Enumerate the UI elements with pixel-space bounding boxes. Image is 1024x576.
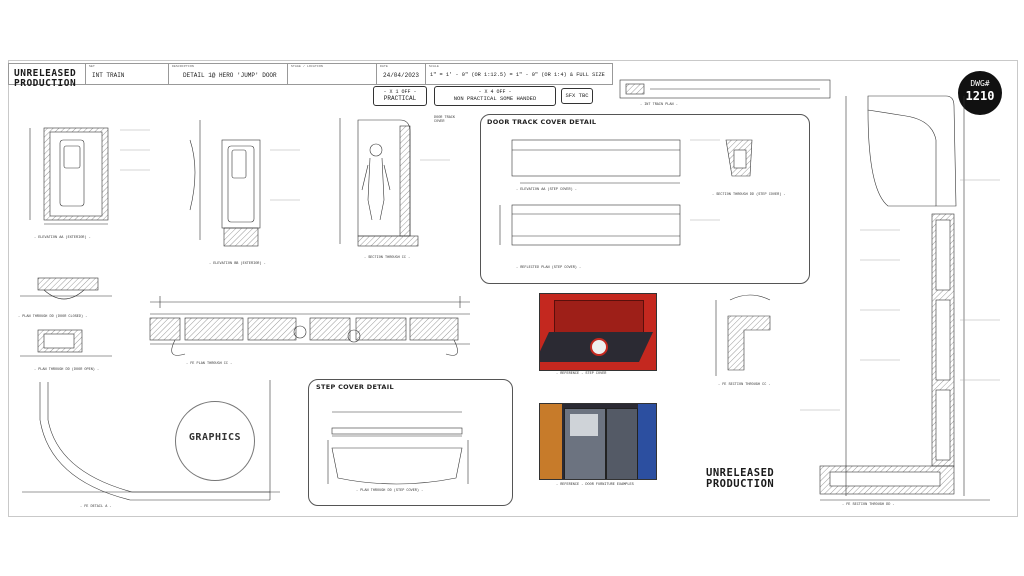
production-name: UNRELEASED PRODUCTION [14,68,77,89]
graphics-label: GRAPHICS [188,432,242,443]
production-name-bottom: UNRELEASED PRODUCTION [706,467,775,491]
plan-dd-closed-drawing [20,278,112,299]
caption-ref-step-cover: - REFERENCE - STEP COVER [556,372,607,376]
caption-ref-door-furniture: - REFERENCE - DOOR FURNITURE EXAMPLES [556,483,634,487]
caption-section-dd-step: - SECTION THROUGH DD (STEP COVER) - [712,193,786,197]
caption-int-train-plan: - INT TRAIN PLAN - [640,103,678,107]
set-value: INT TRAIN [92,72,125,79]
drawing-number: 1210 [965,89,995,103]
caption-fe-section-cc: - FE SECTION THROUGH CC - [718,383,771,387]
elevation-bb-drawing [190,120,260,246]
non-practical-label: NON PRACTICAL SOME HANDED [453,95,537,102]
caption-reflected-plan: - REFLECTED PLAN (STEP COVER) - [516,266,582,270]
fe-detail-a-drawing [22,380,280,500]
door-track-drawings [500,140,752,245]
caption-door-track-cover: DOOR TRACK COVER [434,116,456,124]
fe-plan-cc-drawing [150,296,470,355]
caption-elevation-aa: - ELEVATION AA (EXTERIOR) - [34,236,91,240]
practical-qty: - X 1 OFF - [383,89,417,95]
fe-section-cc-drawing [716,295,770,376]
sfx-label: SFX TBC [565,92,589,99]
caption-fe-detail-a: - FE DETAIL A - [80,505,112,509]
stage-caption: STAGE / LOCATION [291,65,324,68]
section-through-dd-drawing [820,96,990,500]
plan-dd-open-drawing [20,330,112,356]
set-caption: SET [89,65,96,68]
caption-elev-aa-step: - ELEVATION AA (STEP COVER) - [516,188,577,192]
section-cc-drawing [340,118,418,246]
caption-elevation-bb: - ELEVATION BB (EXTERIOR) - [209,262,266,266]
practical-label: PRACTICAL [383,95,417,102]
drawing-number-label: DWG# [970,79,990,88]
caption-section-through-dd: - FE SECTION THROUGH DD - [842,503,895,507]
step-cover-drawings [328,412,468,484]
date-caption: DATE [380,65,389,68]
scale-caption: SCALE [429,65,440,68]
non-practical-qty: - X 4 OFF - [478,89,512,95]
step-cover-title: STEP COVER DETAIL [316,383,394,391]
scale-value: 1" = 1' - 0" (OR 1:12.5) = 1" - 0" (OR 1:4) & FULL SIZE [430,72,605,78]
caption-plan-dd-open: - PLAN THROUGH DD (DOOR OPEN) - [34,368,100,372]
elevation-aa-drawing [30,128,108,224]
description-caption: DESCRIPTION [172,65,195,68]
date-value: 24/04/2023 [383,72,420,79]
description-value: DETAIL 1@ HERO 'JUMP' DOOR [183,72,277,79]
caption-plan-dd-closed: - PLAN THROUGH DD (DOOR CLOSED) - [18,315,88,319]
caption-plan-dd-step: - PLAN THROUGH DD (STEP COVER) - [356,489,424,493]
caption-fe-plan-cc: - FE PLAN THROUGH CC - [186,362,233,366]
caption-section-cc: - SECTION THROUGH CC - [364,256,411,260]
annotation-lines [120,130,1000,410]
int-train-plan-drawing [620,80,830,98]
door-track-title: DOOR TRACK COVER DETAIL [487,118,597,126]
